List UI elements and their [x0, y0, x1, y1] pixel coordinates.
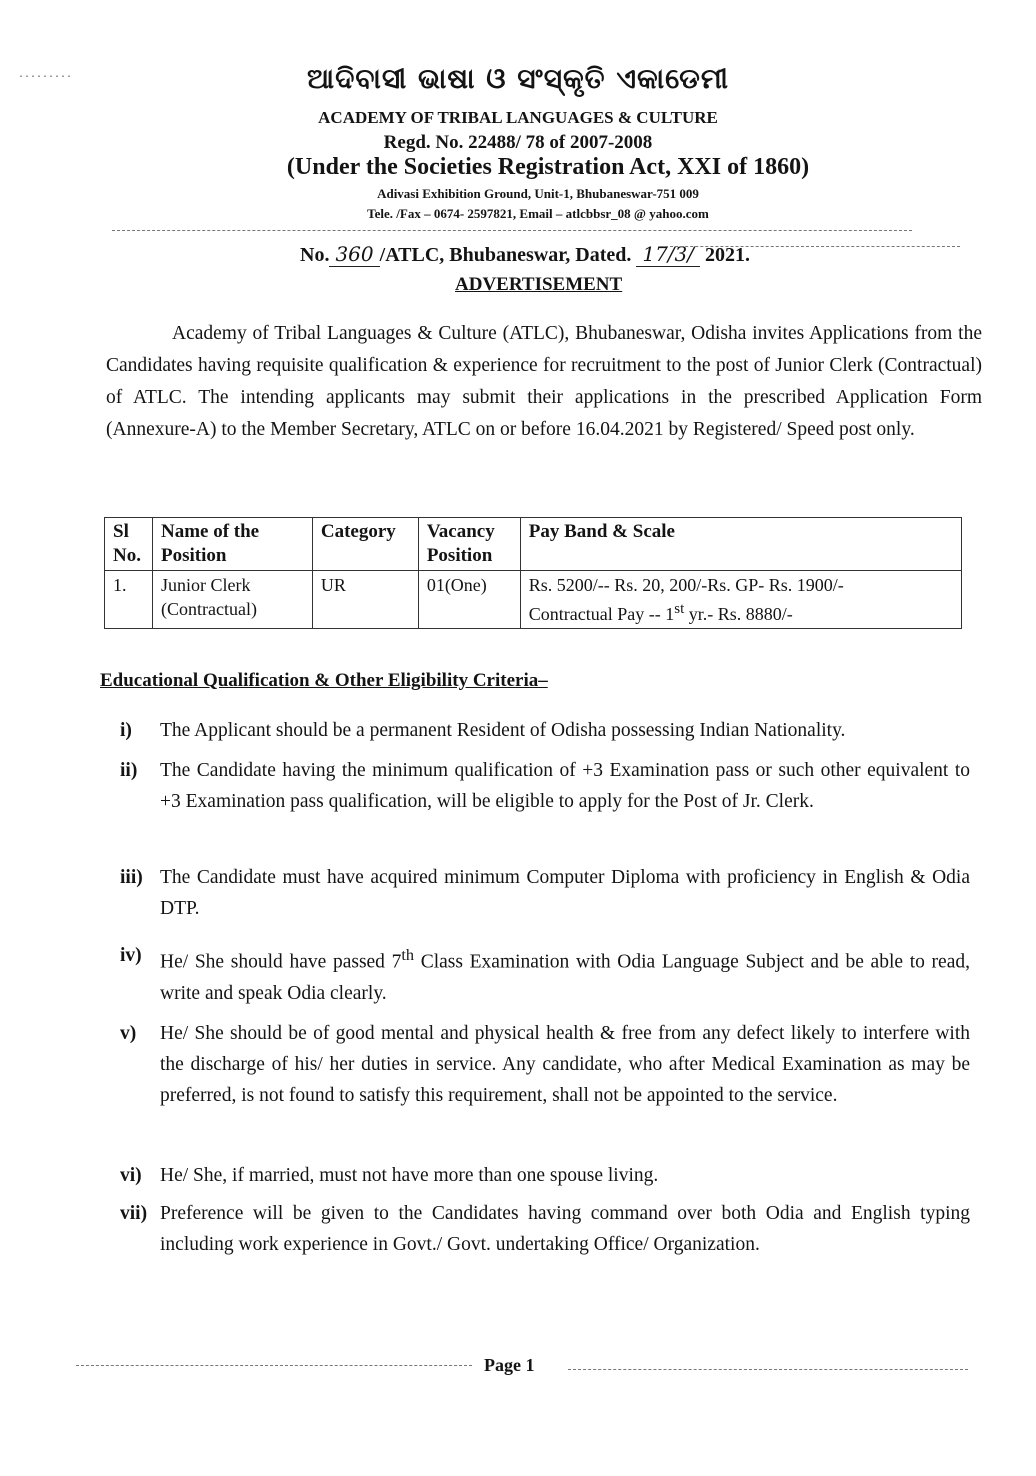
- criteria-item: [120, 1160, 970, 1191]
- document-title: ADVERTISEMENT: [455, 274, 623, 295]
- criteria-item: [120, 755, 970, 817]
- criteria-number: ii): [120, 760, 138, 781]
- cell-vacancy: 01(One): [418, 571, 520, 629]
- header-pay-band: Pay Band & Scale: [520, 518, 961, 571]
- criteria-text: The Candidate must have acquired minimum Computer Diploma with proficiency in English & Odia DTP.: [160, 867, 970, 919]
- criteria-text: He/ She, if married, must not have more than one spouse living.: [160, 1165, 659, 1186]
- footer-divider-right: [568, 1369, 968, 1370]
- criteria-text: He/ She should have passed 7th Class Examination with Odia Language Subject and be able to read, write and speak Odia clearly.: [160, 946, 970, 1004]
- table-row: [105, 571, 962, 629]
- cell-category: UR: [312, 571, 418, 629]
- criteria-number: iv): [120, 945, 142, 966]
- contact-line: Tele. /Fax – 0674- 2597821, Email – atlcbbsr_08 @ yahoo.com: [367, 206, 709, 221]
- cell-position-name: Junior Clerk (Contractual): [152, 571, 312, 629]
- reference-middle: /ATLC, Bhubaneswar, Dated.: [379, 244, 632, 266]
- cell-sl-no: 1.: [105, 571, 153, 629]
- page-footer: [0, 1355, 1036, 1385]
- criteria-number: iii): [120, 867, 143, 888]
- reference-divider: [660, 246, 960, 247]
- criteria-item: [120, 715, 970, 746]
- reference-number-handwritten: 360: [329, 242, 379, 267]
- vacancy-table: [104, 517, 962, 629]
- criteria-text: The Applicant should be a permanent Resident of Odisha possessing Indian Nationality.: [160, 720, 846, 741]
- odia-academy-name: ଆଦିବାସୀ ଭାଷା ଓ ସଂସ୍କୃତି ଏକାଡେମୀ: [307, 62, 729, 95]
- criteria-number: vii): [120, 1203, 148, 1224]
- header-sl-no: Sl No.: [105, 518, 153, 571]
- registration-number: Regd. No. 22488/ 78 of 2007-2008: [383, 132, 653, 153]
- intro-paragraph: Academy of Tribal Languages & Culture (ATLC), Bhubaneswar, Odisha invites Applications from the Candidates having requisite qualification & experience for recruitment to the post of Junior Clerk (Contractual) of ATLC. The intending applicants may submit their applications in the prescribed Application Form (Annexure-A) to the Member Secretary, ATLC on or before 16.04.2021 by Registered/ Speed post only.: [106, 323, 982, 440]
- academy-name: ACADEMY OF TRIBAL LANGUAGES & CULTURE: [318, 108, 718, 127]
- criteria-heading: Educational Qualification & Other Eligibility Criteria–: [100, 670, 548, 691]
- criteria-item: [120, 1198, 970, 1260]
- address: Adivasi Exhibition Ground, Unit-1, Bhubaneswar-751 009: [377, 186, 699, 201]
- societies-act: (Under the Societies Registration Act, XXI of 1860): [286, 154, 810, 180]
- criteria-item: [120, 862, 970, 924]
- header-vacancy: Vacancy Position: [418, 518, 520, 571]
- criteria-item: [120, 1018, 970, 1111]
- header-divider: [112, 230, 912, 231]
- criteria-text: The Candidate having the minimum qualification of +3 Examination pass or such other equivalent to +3 Examination pass qualification, will be eligible to apply for the Post of Jr. Clerk.: [160, 760, 970, 812]
- scan-speck: ·········: [18, 72, 73, 83]
- criteria-text: Preference will be given to the Candidates having command over both Odia and English typing including work experience in Govt./ Govt. undertaking Office/ Organization.: [160, 1203, 970, 1255]
- reference-year: 2021.: [705, 244, 751, 266]
- header-position-name: Name of the Position: [152, 518, 312, 571]
- table-header-row: [105, 518, 962, 571]
- date-handwritten: 17/3/: [636, 242, 700, 267]
- page-number: Page 1: [484, 1355, 535, 1375]
- footer-divider-left: [76, 1365, 472, 1366]
- header-category: Category: [312, 518, 418, 571]
- criteria-number: vi): [120, 1165, 142, 1186]
- criteria-number: i): [120, 720, 132, 741]
- reference-prefix: No.: [300, 244, 330, 266]
- criteria-number: v): [120, 1023, 137, 1044]
- criteria-text: He/ She should be of good mental and physical health & free from any defect likely to interfere with the discharge of his/ her duties in service. Any candidate, who after Medical Examination as may be preferred, is not found to satisfy this requirement, shall not be appointed to the service.: [160, 1023, 970, 1106]
- cell-pay-band: Rs. 5200/-- Rs. 20, 200/-Rs. GP- Rs. 1900/- Contractual Pay -- 1st yr.- Rs. 8880/-: [520, 571, 961, 629]
- criteria-item: [120, 940, 970, 1009]
